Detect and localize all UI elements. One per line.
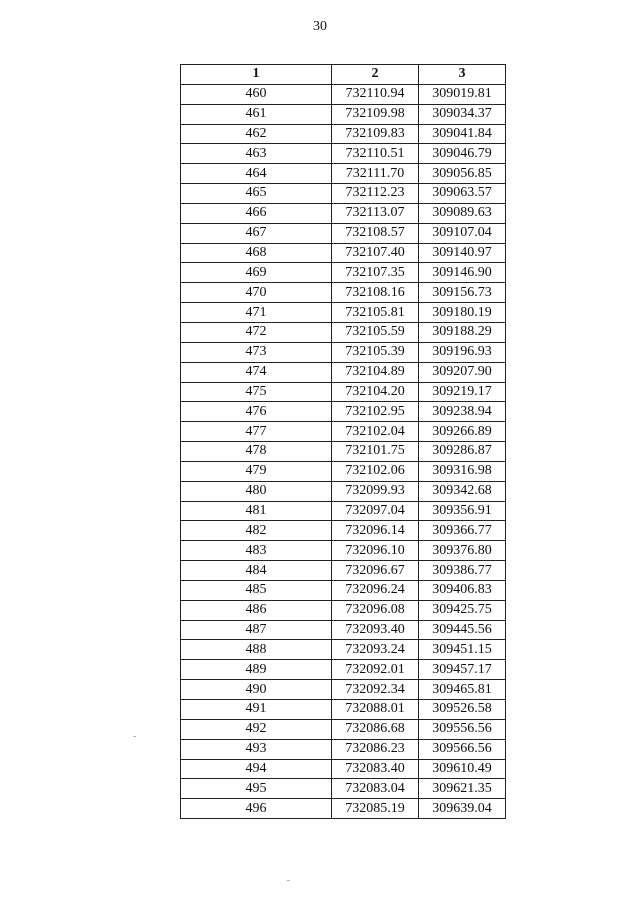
table-row <box>181 164 506 184</box>
table-row <box>181 541 506 561</box>
table-row <box>181 184 506 204</box>
x-coordinate-cell: 732096.24 <box>332 580 419 600</box>
y-coordinate-cell: 309140.97 <box>419 243 506 263</box>
point-number-cell: 461 <box>181 104 332 124</box>
point-number-cell: 496 <box>181 799 332 819</box>
x-coordinate-cell: 732085.19 <box>332 799 419 819</box>
table-row <box>181 243 506 263</box>
table-row <box>181 660 506 680</box>
table-row <box>181 342 506 362</box>
table-row <box>181 580 506 600</box>
table-row <box>181 382 506 402</box>
table-row <box>181 779 506 799</box>
y-coordinate-cell: 309219.17 <box>419 382 506 402</box>
table-row <box>181 422 506 442</box>
page-number: 30 <box>313 19 327 34</box>
point-number-cell: 487 <box>181 620 332 640</box>
y-coordinate-cell: 309019.81 <box>419 84 506 104</box>
point-number-cell: 494 <box>181 759 332 779</box>
point-number-cell: 481 <box>181 501 332 521</box>
x-coordinate-cell: 732093.40 <box>332 620 419 640</box>
point-number-cell: 467 <box>181 223 332 243</box>
y-coordinate-cell: 309156.73 <box>419 283 506 303</box>
table-row <box>181 600 506 620</box>
table-row <box>181 461 506 481</box>
table-row <box>181 739 506 759</box>
point-number-cell: 473 <box>181 342 332 362</box>
y-coordinate-cell: 309451.15 <box>419 640 506 660</box>
y-coordinate-cell: 309406.83 <box>419 580 506 600</box>
point-number-cell: 491 <box>181 700 332 720</box>
table-row <box>181 283 506 303</box>
column-header-2: 2 <box>332 65 419 85</box>
y-coordinate-cell: 309425.75 <box>419 600 506 620</box>
x-coordinate-cell: 732102.95 <box>332 402 419 422</box>
table-row <box>181 719 506 739</box>
point-number-cell: 492 <box>181 719 332 739</box>
y-coordinate-cell: 309034.37 <box>419 104 506 124</box>
point-number-cell: 465 <box>181 184 332 204</box>
y-coordinate-cell: 309089.63 <box>419 203 506 223</box>
y-coordinate-cell: 309316.98 <box>419 461 506 481</box>
y-coordinate-cell: 309046.79 <box>419 144 506 164</box>
table-row <box>181 362 506 382</box>
point-number-cell: 483 <box>181 541 332 561</box>
x-coordinate-cell: 732096.08 <box>332 600 419 620</box>
table-row <box>181 442 506 462</box>
y-coordinate-cell: 309107.04 <box>419 223 506 243</box>
y-coordinate-cell: 309041.84 <box>419 124 506 144</box>
scan-speck <box>287 880 290 881</box>
point-number-cell: 480 <box>181 481 332 501</box>
x-coordinate-cell: 732088.01 <box>332 700 419 720</box>
table-row <box>181 104 506 124</box>
table-body <box>181 84 506 818</box>
table-row <box>181 561 506 581</box>
point-number-cell: 471 <box>181 303 332 323</box>
point-number-cell: 482 <box>181 521 332 541</box>
point-number-cell: 490 <box>181 680 332 700</box>
x-coordinate-cell: 732104.20 <box>332 382 419 402</box>
table-row <box>181 521 506 541</box>
y-coordinate-cell: 309146.90 <box>419 263 506 283</box>
point-number-cell: 464 <box>181 164 332 184</box>
scan-speck <box>133 736 136 737</box>
y-coordinate-cell: 309238.94 <box>419 402 506 422</box>
table-row <box>181 680 506 700</box>
coordinates-table <box>180 64 506 819</box>
point-number-cell: 489 <box>181 660 332 680</box>
point-number-cell: 463 <box>181 144 332 164</box>
point-number-cell: 475 <box>181 382 332 402</box>
x-coordinate-cell: 732096.67 <box>332 561 419 581</box>
point-number-cell: 478 <box>181 442 332 462</box>
table-row <box>181 124 506 144</box>
point-number-cell: 485 <box>181 580 332 600</box>
y-coordinate-cell: 309342.68 <box>419 481 506 501</box>
table-row <box>181 481 506 501</box>
table-row <box>181 402 506 422</box>
point-number-cell: 477 <box>181 422 332 442</box>
y-coordinate-cell: 309188.29 <box>419 322 506 342</box>
y-coordinate-cell: 309196.93 <box>419 342 506 362</box>
y-coordinate-cell: 309445.56 <box>419 620 506 640</box>
x-coordinate-cell: 732107.35 <box>332 263 419 283</box>
x-coordinate-cell: 732101.75 <box>332 442 419 462</box>
x-coordinate-cell: 732086.23 <box>332 739 419 759</box>
x-coordinate-cell: 732111.70 <box>332 164 419 184</box>
y-coordinate-cell: 309356.91 <box>419 501 506 521</box>
x-coordinate-cell: 732104.89 <box>332 362 419 382</box>
point-number-cell: 462 <box>181 124 332 144</box>
x-coordinate-cell: 732109.83 <box>332 124 419 144</box>
point-number-cell: 460 <box>181 84 332 104</box>
point-number-cell: 479 <box>181 461 332 481</box>
x-coordinate-cell: 732086.68 <box>332 719 419 739</box>
table-row <box>181 303 506 323</box>
table-row <box>181 640 506 660</box>
x-coordinate-cell: 732092.34 <box>332 680 419 700</box>
y-coordinate-cell: 309639.04 <box>419 799 506 819</box>
table-row <box>181 322 506 342</box>
point-number-cell: 495 <box>181 779 332 799</box>
table-row <box>181 799 506 819</box>
point-number-cell: 474 <box>181 362 332 382</box>
point-number-cell: 469 <box>181 263 332 283</box>
x-coordinate-cell: 732097.04 <box>332 501 419 521</box>
x-coordinate-cell: 732108.57 <box>332 223 419 243</box>
table-row <box>181 144 506 164</box>
x-coordinate-cell: 732092.01 <box>332 660 419 680</box>
table-row <box>181 759 506 779</box>
point-number-cell: 468 <box>181 243 332 263</box>
y-coordinate-cell: 309556.56 <box>419 719 506 739</box>
y-coordinate-cell: 309180.19 <box>419 303 506 323</box>
point-number-cell: 470 <box>181 283 332 303</box>
x-coordinate-cell: 732102.04 <box>332 422 419 442</box>
y-coordinate-cell: 309056.85 <box>419 164 506 184</box>
point-number-cell: 488 <box>181 640 332 660</box>
y-coordinate-cell: 309621.35 <box>419 779 506 799</box>
point-number-cell: 472 <box>181 322 332 342</box>
x-coordinate-cell: 732083.40 <box>332 759 419 779</box>
y-coordinate-cell: 309286.87 <box>419 442 506 462</box>
x-coordinate-cell: 732108.16 <box>332 283 419 303</box>
x-coordinate-cell: 732107.40 <box>332 243 419 263</box>
x-coordinate-cell: 732093.24 <box>332 640 419 660</box>
x-coordinate-cell: 732105.39 <box>332 342 419 362</box>
y-coordinate-cell: 309457.17 <box>419 660 506 680</box>
table-row <box>181 501 506 521</box>
table-row <box>181 223 506 243</box>
y-coordinate-cell: 309207.90 <box>419 362 506 382</box>
x-coordinate-cell: 732105.59 <box>332 322 419 342</box>
y-coordinate-cell: 309376.80 <box>419 541 506 561</box>
y-coordinate-cell: 309526.58 <box>419 700 506 720</box>
point-number-cell: 476 <box>181 402 332 422</box>
x-coordinate-cell: 732110.51 <box>332 144 419 164</box>
x-coordinate-cell: 732083.04 <box>332 779 419 799</box>
y-coordinate-cell: 309465.81 <box>419 680 506 700</box>
table-row <box>181 700 506 720</box>
x-coordinate-cell: 732096.10 <box>332 541 419 561</box>
point-number-cell: 486 <box>181 600 332 620</box>
x-coordinate-cell: 732113.07 <box>332 203 419 223</box>
table-row <box>181 84 506 104</box>
y-coordinate-cell: 309386.77 <box>419 561 506 581</box>
point-number-cell: 466 <box>181 203 332 223</box>
y-coordinate-cell: 309566.56 <box>419 739 506 759</box>
column-header-3: 3 <box>419 65 506 85</box>
point-number-cell: 484 <box>181 561 332 581</box>
x-coordinate-cell: 732112.23 <box>332 184 419 204</box>
y-coordinate-cell: 309063.57 <box>419 184 506 204</box>
x-coordinate-cell: 732099.93 <box>332 481 419 501</box>
table-header-row <box>181 65 506 85</box>
table-row <box>181 263 506 283</box>
column-header-1: 1 <box>181 65 332 85</box>
x-coordinate-cell: 732105.81 <box>332 303 419 323</box>
x-coordinate-cell: 732110.94 <box>332 84 419 104</box>
y-coordinate-cell: 309610.49 <box>419 759 506 779</box>
y-coordinate-cell: 309266.89 <box>419 422 506 442</box>
x-coordinate-cell: 732109.98 <box>332 104 419 124</box>
point-number-cell: 493 <box>181 739 332 759</box>
y-coordinate-cell: 309366.77 <box>419 521 506 541</box>
x-coordinate-cell: 732096.14 <box>332 521 419 541</box>
x-coordinate-cell: 732102.06 <box>332 461 419 481</box>
table-row <box>181 620 506 640</box>
table-row <box>181 203 506 223</box>
